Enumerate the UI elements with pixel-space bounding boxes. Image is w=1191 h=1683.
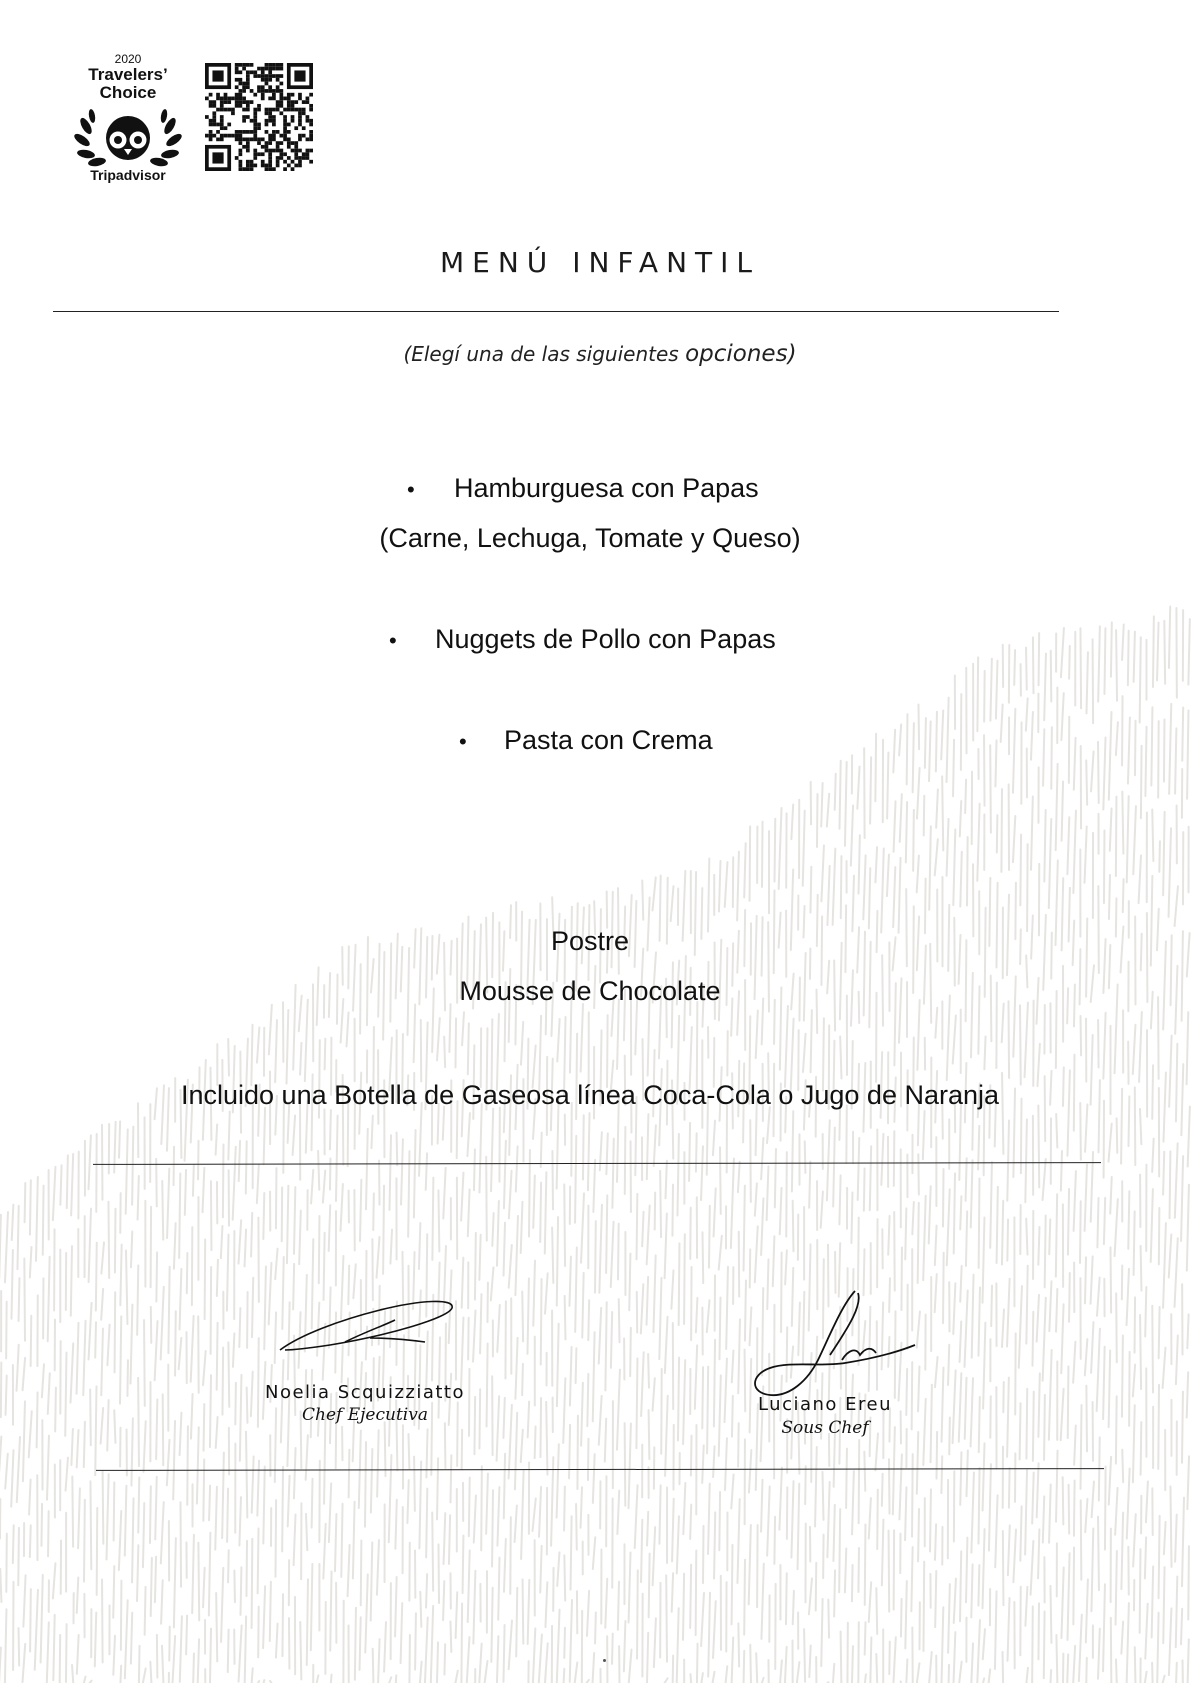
bullet: • [389,628,397,653]
signature-scribble [270,1290,470,1360]
menu-subtitle [0,341,1191,367]
subtitle-tail: opciones) [685,341,797,367]
signature-role: Sous Chef [781,1418,869,1438]
signature-role: Chef Ejecutiva [302,1405,428,1425]
signature-name: Noelia Scquizziatto [264,1382,466,1403]
option-detail: (Carne, Lechuga, Tomate y Queso) [379,523,801,553]
badge-line2: Choice [99,83,157,102]
owl-laurel-icon [72,104,184,168]
tripadvisor-travelers-choice-badge [72,52,184,184]
badge-year: 2020 [114,52,142,66]
drink-note: Incluido una Botella de Gaseosa línea Coca-Cola o Jugo de Naranja [180,1080,1000,1110]
option-name: Hamburguesa con Papas [454,473,759,503]
signature-name: Luciano Ereu [757,1394,893,1415]
bullet: • [459,729,467,754]
option-name: Nuggets de Pollo con Papas [435,624,776,654]
signature-scribble [730,1285,920,1400]
qr-code[interactable] [205,63,313,171]
dessert-heading: Postre [550,926,630,956]
badge-brand: Tripadvisor [90,167,166,183]
subtitle-text: (Elegí una de las siguientes [403,342,686,366]
title-divider [53,311,1059,312]
option-name: Pasta con Crema [504,725,713,755]
menu-title: MENÚ INFANTIL [440,246,760,279]
badge-line1: Travelers’ [88,65,168,84]
bullet: • [407,477,415,502]
dessert-item: Mousse de Chocolate [459,976,721,1006]
page-marker-dot [603,1659,606,1662]
